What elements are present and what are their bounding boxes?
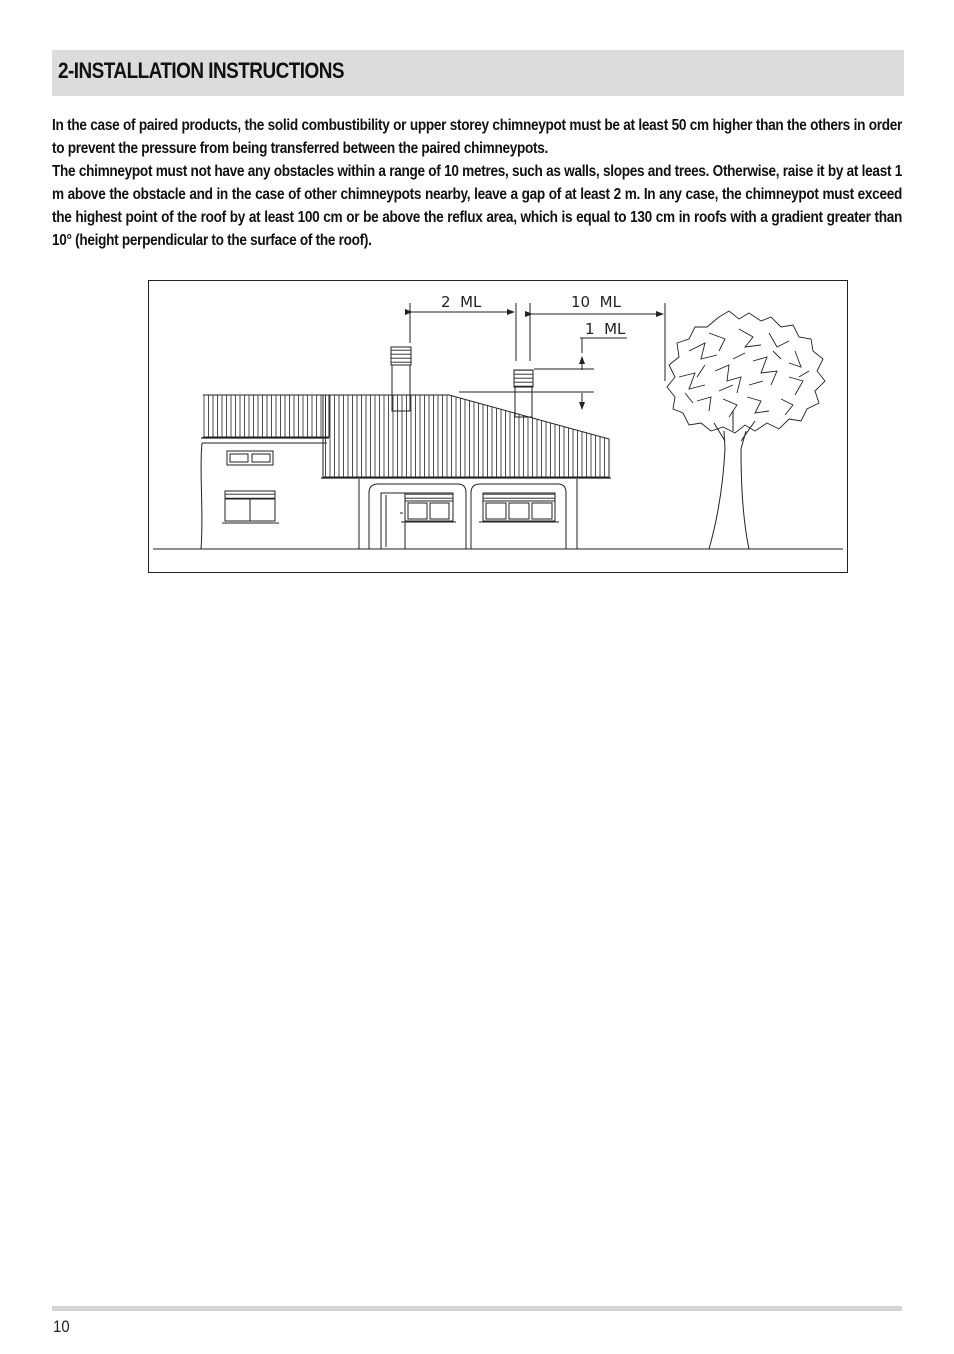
body-text xyxy=(52,114,902,252)
page-number: 10 xyxy=(53,1317,70,1336)
main-roof xyxy=(321,395,611,478)
label-2ml: 2 ML xyxy=(441,293,482,311)
section-title: 2-INSTALLATION INSTRUCTIONS xyxy=(58,58,344,83)
label-1ml: 1 ML xyxy=(585,320,626,338)
dimension-2ml xyxy=(410,303,516,361)
left-windows xyxy=(222,451,279,523)
paragraph-obstacles: The chimneypot must not have any obstacles within a range of 10 metres, such as walls, slopes and trees. Otherwise, raise it by at least 1 m above the obstacle and in the case of other chimneypots nearby, leave a gap of at least 2 m. In any case, the chimneypot must exceed the highest point of the roof by at least 100 cm or be above the reflux area, which is equal to 130 cm in roofs with a gradient greater than 10° (height perpendicular to the surface of the roof). xyxy=(52,163,902,249)
footer-rule xyxy=(52,1306,902,1311)
left-roof xyxy=(201,395,329,438)
tree-canopy xyxy=(667,311,825,433)
paragraph-paired-products: In the case of paired products, the solid combustibility or upper storey chimneypot must be at least 50 cm higher than the others in order to prevent the pressure from being transferred between the paired chimneypots. xyxy=(52,117,902,157)
center-window xyxy=(401,493,456,522)
door xyxy=(381,493,405,549)
main-building xyxy=(359,479,577,549)
right-window xyxy=(479,493,559,522)
chimney-right xyxy=(514,370,533,417)
chimney-diagram xyxy=(148,280,848,573)
chimney-diagram-drawing xyxy=(149,281,849,574)
dimension-1ml xyxy=(459,338,627,409)
section-header xyxy=(52,50,904,96)
label-10ml: 10 ML xyxy=(571,293,621,311)
